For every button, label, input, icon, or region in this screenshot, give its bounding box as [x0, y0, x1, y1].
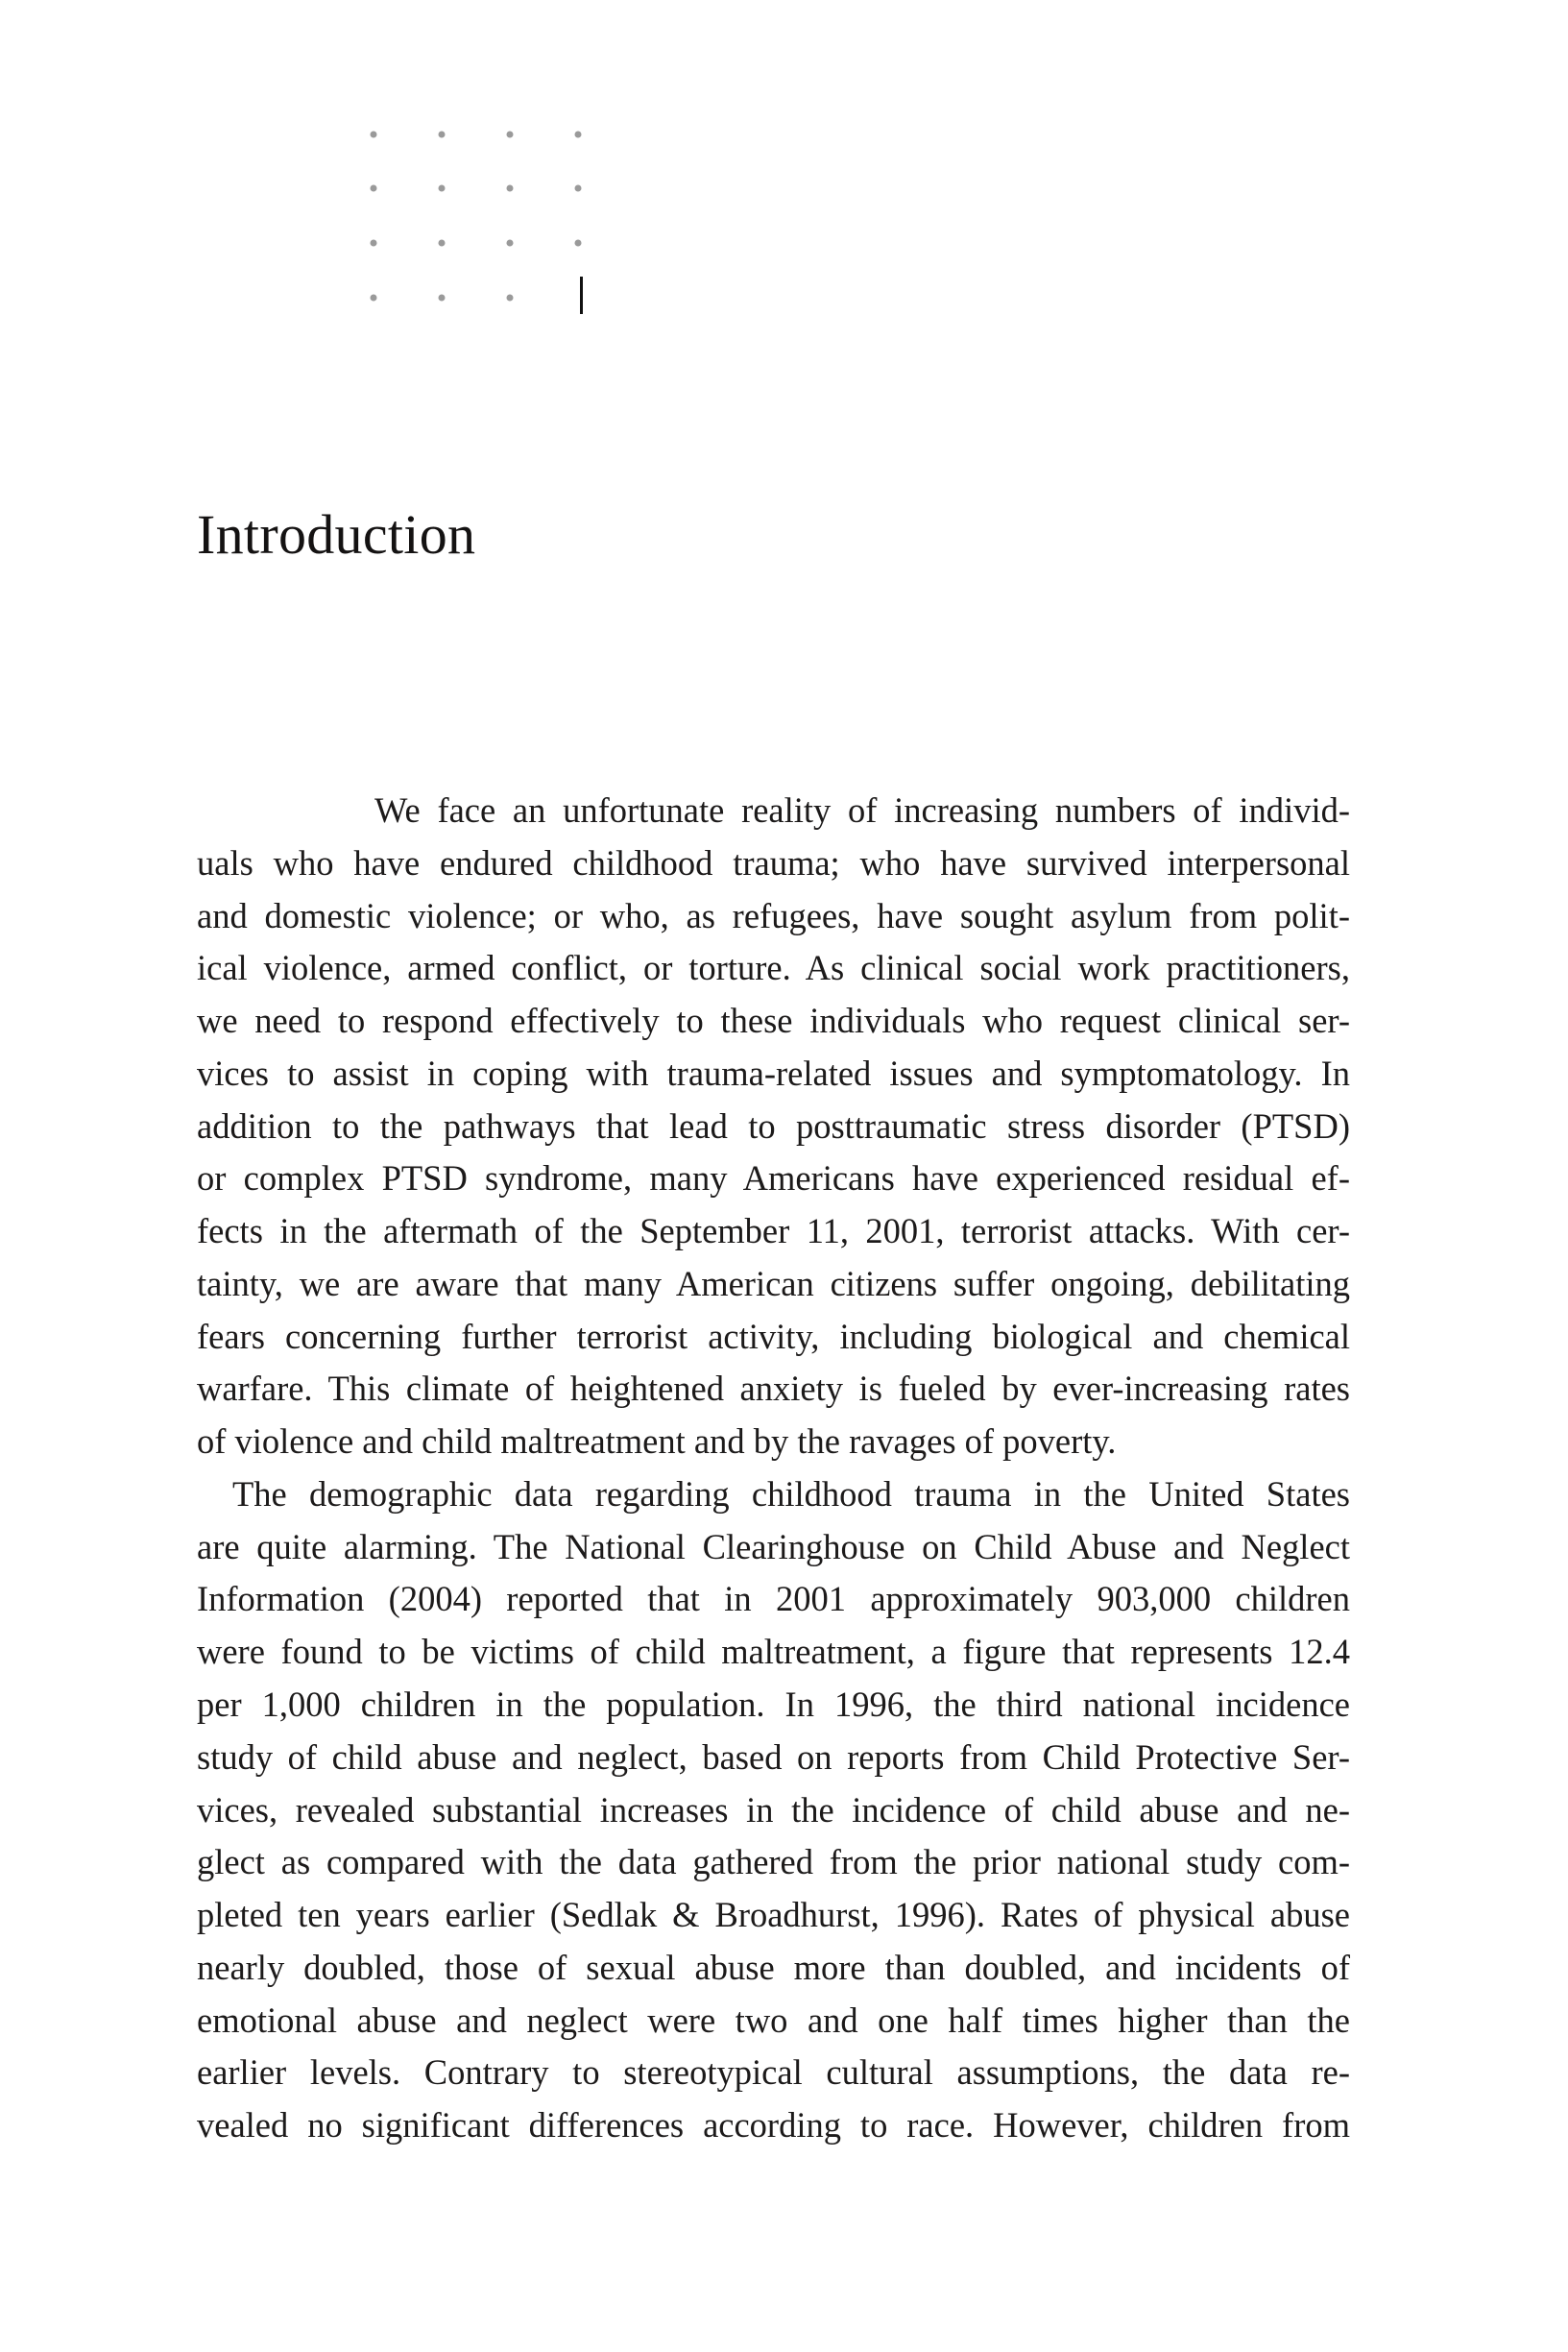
ornament-dot-icon: [507, 132, 514, 138]
paragraph-1: [197, 785, 1350, 1468]
ornament-dot-icon: [575, 240, 582, 247]
body-text: [197, 785, 1350, 2152]
text-line: Information (2004) reported that in 2001 approximately 903,000 children: [197, 1579, 1350, 1619]
chapter-title: Introduction: [197, 503, 476, 566]
text-line: The demographic data regarding childhood trauma in the United States: [232, 1473, 1350, 1514]
text-line: are quite alarming. The National Clearinghouse on Child Abuse and Neglect: [197, 1526, 1350, 1566]
ornament-dot-icon: [507, 185, 514, 192]
ornament-vertical-bar-icon: [580, 277, 583, 314]
text-line: pleted ten years earlier (Sedlak & Broadhurst, 1996). Rates of physical abuse: [197, 1895, 1350, 1935]
chapter-ornament-dot-grid: [0, 0, 1568, 384]
ornament-dot-icon: [575, 185, 582, 192]
text-line: vices, revealed substantial increases in the incidence of child abuse and ne-: [197, 1789, 1350, 1830]
ornament-dot-icon: [371, 240, 377, 247]
text-line: uals who have endured childhood trauma; who have survived interpersonal: [197, 842, 1350, 883]
ornament-dot-icon: [439, 185, 446, 192]
ornament-dot-icon: [371, 295, 377, 302]
text-line: addition to the pathways that lead to posttraumatic stress disorder (PTSD): [197, 1105, 1350, 1146]
text-line: were found to be victims of child maltreatment, a figure that represents 12.4: [197, 1632, 1350, 1672]
ornament-dot-icon: [507, 240, 514, 247]
text-line: vealed no significant differences according to race. However, children from: [197, 2105, 1350, 2146]
ornament-dot-icon: [439, 295, 446, 302]
text-line: glect as compared with the data gathered from the prior national study com-: [197, 1842, 1350, 1882]
ornament-dot-icon: [371, 132, 377, 138]
text-line: emotional abuse and neglect were two and one half times higher than the: [197, 2000, 1350, 2040]
paragraph-2: [197, 1468, 1350, 2152]
ornament-dot-icon: [371, 185, 377, 192]
text-line: vices to assist in coping with trauma-related issues and symptomatology. In: [197, 1053, 1350, 1093]
text-line: ical violence, armed conflict, or torture. As clinical social work practitioners,: [197, 948, 1350, 988]
text-line: warfare. This climate of heightened anxiety is fueled by ever-increasing rates: [197, 1369, 1350, 1409]
ornament-dot-icon: [439, 132, 446, 138]
text-line: we need to respond effectively to these individuals who request clinical ser-: [197, 1001, 1350, 1041]
ornament-dot-icon: [575, 132, 582, 138]
text-line: fears concerning further terrorist activity, including biological and chemical: [197, 1316, 1350, 1356]
text-line: per 1,000 children in the population. In 1996, the third national incidence: [197, 1685, 1350, 1725]
text-line: or complex PTSD syndrome, many Americans have experienced residual ef-: [197, 1158, 1350, 1199]
ornament-dot-icon: [507, 295, 514, 302]
text-line: of violence and child maltreatment and by the ravages of poverty.: [197, 1421, 1117, 1462]
text-line: earlier levels. Contrary to stereotypical cultural assumptions, the data re-: [197, 2052, 1350, 2093]
text-line: and domestic violence; or who, as refugees, have sought asylum from polit-: [197, 895, 1350, 935]
text-line: nearly doubled, those of sexual abuse more than doubled, and incidents of: [197, 1947, 1350, 1987]
text-line: tainty, we are aware that many American citizens suffer ongoing, debilitating: [197, 1263, 1350, 1303]
text-line: study of child abuse and neglect, based on reports from Child Protective Ser-: [197, 1736, 1350, 1777]
ornament-dot-icon: [439, 240, 446, 247]
text-line: We face an unfortunate reality of increasing numbers of individ-: [374, 790, 1350, 830]
text-line: fects in the aftermath of the September 11, 2001, terrorist attacks. With cer-: [197, 1211, 1350, 1251]
